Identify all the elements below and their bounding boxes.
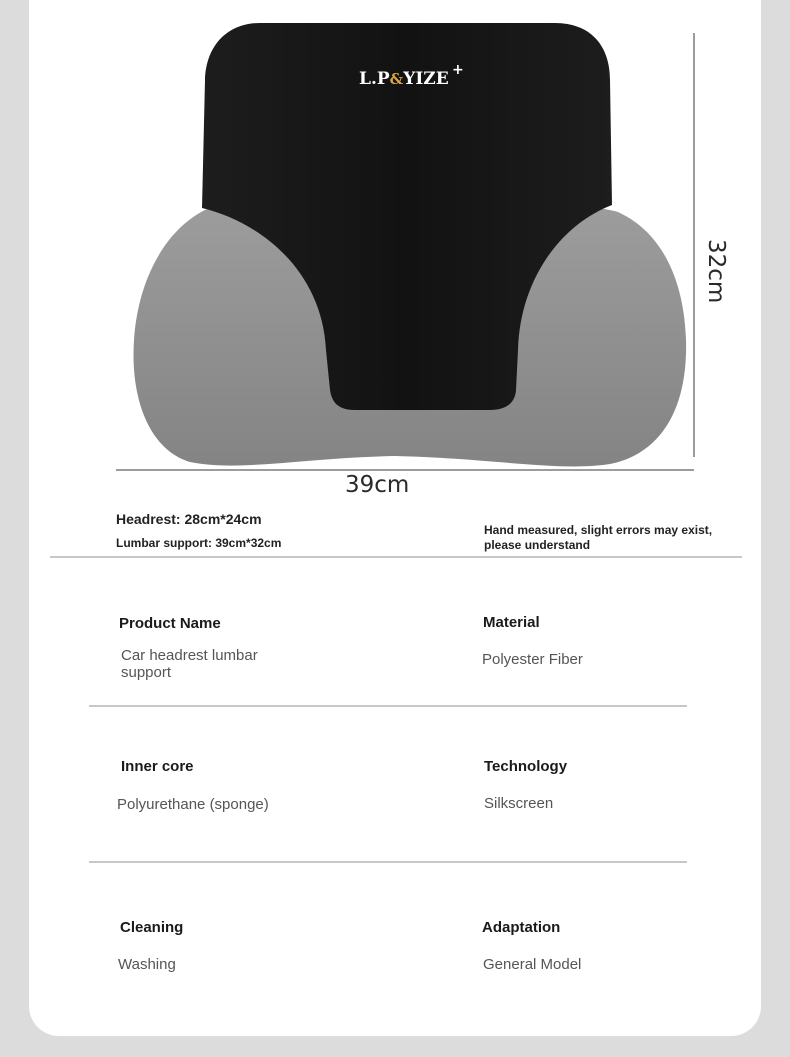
- spec-label-technology: Technology: [484, 758, 568, 775]
- spec-value-line: support: [121, 664, 172, 681]
- spec-value-line: Car headrest lumbar: [121, 647, 258, 664]
- brand-logo-plus: +: [452, 62, 464, 78]
- lumbar-cushion-image: [0, 0, 790, 480]
- spec-value-product-name: [121, 647, 258, 681]
- brand-logo: L.P&YIZE: [359, 69, 449, 89]
- spec-label-inner-core: Inner core: [121, 758, 194, 775]
- headrest-size: Headrest: 28cm*24cm: [116, 511, 262, 527]
- spec-label-cleaning: Cleaning: [120, 919, 184, 936]
- spec-label-product-name: Product Name: [119, 615, 221, 632]
- width-dimension-label: 39cm: [345, 472, 410, 498]
- measurement-note-line2: please understand: [484, 538, 591, 552]
- spec-value-adaptation: General Model: [483, 956, 582, 973]
- height-dimension-label: 32cm: [703, 239, 729, 304]
- spec-label-adaptation: Adaptation: [482, 919, 561, 936]
- lumbar-size: Lumbar support: 39cm*32cm: [116, 536, 282, 550]
- spec-value-material: Polyester Fiber: [482, 651, 583, 668]
- divider: [89, 705, 687, 707]
- spec-value-cleaning: Washing: [118, 956, 176, 973]
- divider: [89, 861, 687, 863]
- spec-value-inner-core: Polyurethane (sponge): [117, 796, 269, 813]
- divider: [50, 556, 742, 558]
- measurement-note: [484, 523, 734, 553]
- spec-label-material: Material: [483, 614, 540, 631]
- measurement-note-line1: Hand measured, slight errors may exist,: [484, 523, 713, 537]
- spec-value-technology: Silkscreen: [484, 795, 554, 812]
